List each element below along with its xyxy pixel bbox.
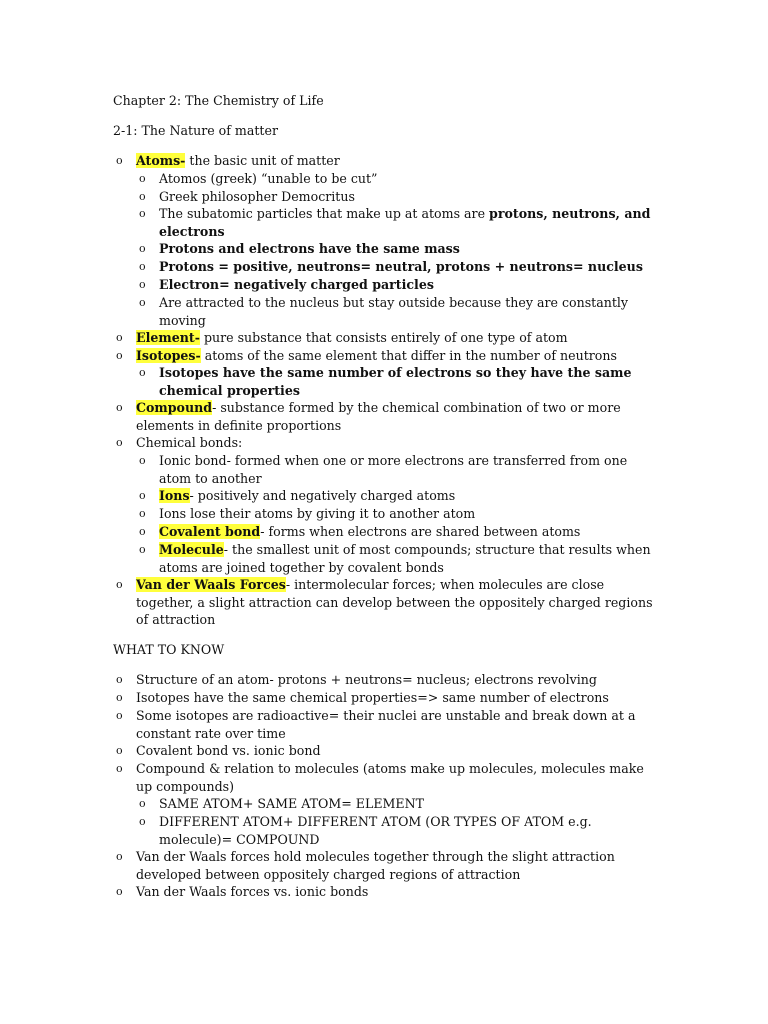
bullet-marker: o xyxy=(139,172,146,185)
document-title: Chapter 2: The Chemistry of Life xyxy=(113,93,324,108)
item-text: Chemical bonds: xyxy=(136,435,243,450)
list-item-text xyxy=(159,205,659,240)
bullet-marker: o xyxy=(139,797,146,810)
list-item-text xyxy=(136,329,656,347)
highlighted-term: Molecule xyxy=(159,542,224,557)
list-item-text xyxy=(159,505,659,523)
bullet-marker: o xyxy=(116,578,123,591)
list-item-text xyxy=(136,883,656,901)
bullet-marker: o xyxy=(139,454,146,467)
list-item-text xyxy=(136,848,656,883)
item-text: - positively and negatively charged atoms xyxy=(189,488,456,503)
bullet-marker: o xyxy=(116,436,123,449)
bold-text: protons, neutrons, and electrons xyxy=(159,206,651,239)
highlighted-term: Compound xyxy=(136,400,213,415)
item-text: Ionic bond- formed when one or more electrons are transferred from one atom to another xyxy=(159,453,628,486)
bullet-marker: o xyxy=(116,762,123,775)
item-text: Some isotopes are radioactive= their nuclei are unstable and break down at a constant rate over time xyxy=(136,708,636,741)
list-item-text xyxy=(136,671,656,689)
bullet-marker: o xyxy=(139,207,146,220)
bullet-marker: o xyxy=(139,525,146,538)
item-text: - the smallest unit of most compounds; structure that results when atoms are joined together by covalent bonds xyxy=(159,542,651,575)
list-item-text xyxy=(136,152,656,170)
bullet-marker: o xyxy=(139,366,146,379)
item-text: Van der Waals forces hold molecules together through the slight attraction developed between oppositely charged regions of attraction xyxy=(136,849,615,882)
item-text: - forms when electrons are shared between atoms xyxy=(260,524,581,539)
list-item-text xyxy=(159,487,659,505)
item-text: Structure of an atom- protons + neutrons= nucleus; electrons revolving xyxy=(136,672,597,687)
item-text: Are attracted to the nucleus but stay outside because they are constantly moving xyxy=(159,295,629,328)
bullet-marker: o xyxy=(116,691,123,704)
bullet-marker: o xyxy=(116,154,123,167)
bullet-marker: o xyxy=(139,296,146,309)
highlighted-term: Van der Waals Forces xyxy=(136,577,286,592)
bullet-marker: o xyxy=(139,815,146,828)
bullet-marker: o xyxy=(116,349,123,362)
highlighted-term: Atoms- xyxy=(136,153,186,168)
item-text: The subatomic particles that make up at atoms are xyxy=(159,206,490,221)
item-text: Covalent bond vs. ionic bond xyxy=(136,743,321,758)
list-item-text xyxy=(136,707,656,742)
list-item-text xyxy=(159,523,659,541)
list-item-text xyxy=(136,689,656,707)
bold-text: Protons = positive, neutrons= neutral, protons + neutrons= nucleus xyxy=(159,259,643,274)
list-item-text xyxy=(159,240,659,258)
bold-text: Protons and electrons have the same mass xyxy=(159,241,460,256)
item-text: the basic unit of matter xyxy=(185,153,340,168)
bold-text: Isotopes have the same number of electrons so they have the same chemical properties xyxy=(159,365,632,398)
list-item-text xyxy=(159,364,659,399)
bullet-marker: o xyxy=(116,331,123,344)
bullet-marker: o xyxy=(116,673,123,686)
list-item-text xyxy=(159,276,659,294)
item-text: Isotopes have the same chemical properties=> same number of electrons xyxy=(136,690,609,705)
list-item-text xyxy=(159,188,659,206)
highlighted-term: Covalent bond xyxy=(159,524,261,539)
item-text: - substance formed by the chemical combination of two or more elements in definite proportions xyxy=(136,400,621,433)
list-item-text xyxy=(159,258,659,276)
list-item-text xyxy=(159,795,659,813)
what-to-know-title: WHAT TO KNOW xyxy=(113,642,225,657)
highlighted-term: Ions xyxy=(159,488,190,503)
section-title: 2-1: The Nature of matter xyxy=(113,123,278,138)
item-text: DIFFERENT ATOM+ DIFFERENT ATOM (OR TYPES OF ATOM e.g. molecule)= COMPOUND xyxy=(159,814,592,847)
list-item-text xyxy=(136,742,656,760)
bullet-marker: o xyxy=(139,507,146,520)
list-item-text xyxy=(159,294,659,329)
bullet-marker: o xyxy=(116,744,123,757)
bullet-marker: o xyxy=(116,885,123,898)
bullet-marker: o xyxy=(139,190,146,203)
item-text: - intermolecular forces; when molecules are close together, a slight attraction can develop between the oppositely charged regions of attraction xyxy=(136,577,653,628)
list-item-text xyxy=(136,760,656,795)
item-text: pure substance that consists entirely of one type of atom xyxy=(199,330,568,345)
bullet-marker: o xyxy=(116,401,123,414)
bullet-marker: o xyxy=(139,543,146,556)
item-text: SAME ATOM+ SAME ATOM= ELEMENT xyxy=(159,796,425,811)
bullet-marker: o xyxy=(139,242,146,255)
list-item-text xyxy=(159,541,659,576)
highlighted-term: Element- xyxy=(136,330,200,345)
bullet-marker: o xyxy=(116,850,123,863)
bullet-marker: o xyxy=(139,260,146,273)
item-text: Compound & relation to molecules (atoms make up molecules, molecules make up compounds) xyxy=(136,761,644,794)
bold-text: Electron= negatively charged particles xyxy=(159,277,434,292)
bullet-marker: o xyxy=(116,709,123,722)
list-item-text xyxy=(136,347,656,365)
highlighted-term: Isotopes- xyxy=(136,348,201,363)
item-text: atoms of the same element that differ in the number of neutrons xyxy=(200,348,617,363)
list-item-text xyxy=(159,170,659,188)
list-item-text xyxy=(136,576,656,629)
item-text: Ions lose their atoms by giving it to another atom xyxy=(159,506,476,521)
list-item-text xyxy=(159,452,659,487)
item-text: Van der Waals forces vs. ionic bonds xyxy=(136,884,369,899)
list-item-text xyxy=(159,813,659,848)
list-item-text xyxy=(136,399,656,434)
bullet-marker: o xyxy=(139,278,146,291)
item-text: Atomos (greek) “unable to be cut” xyxy=(159,171,378,186)
list-item-text xyxy=(136,434,656,452)
item-text: Greek philosopher Democritus xyxy=(159,189,355,204)
bullet-marker: o xyxy=(139,489,146,502)
